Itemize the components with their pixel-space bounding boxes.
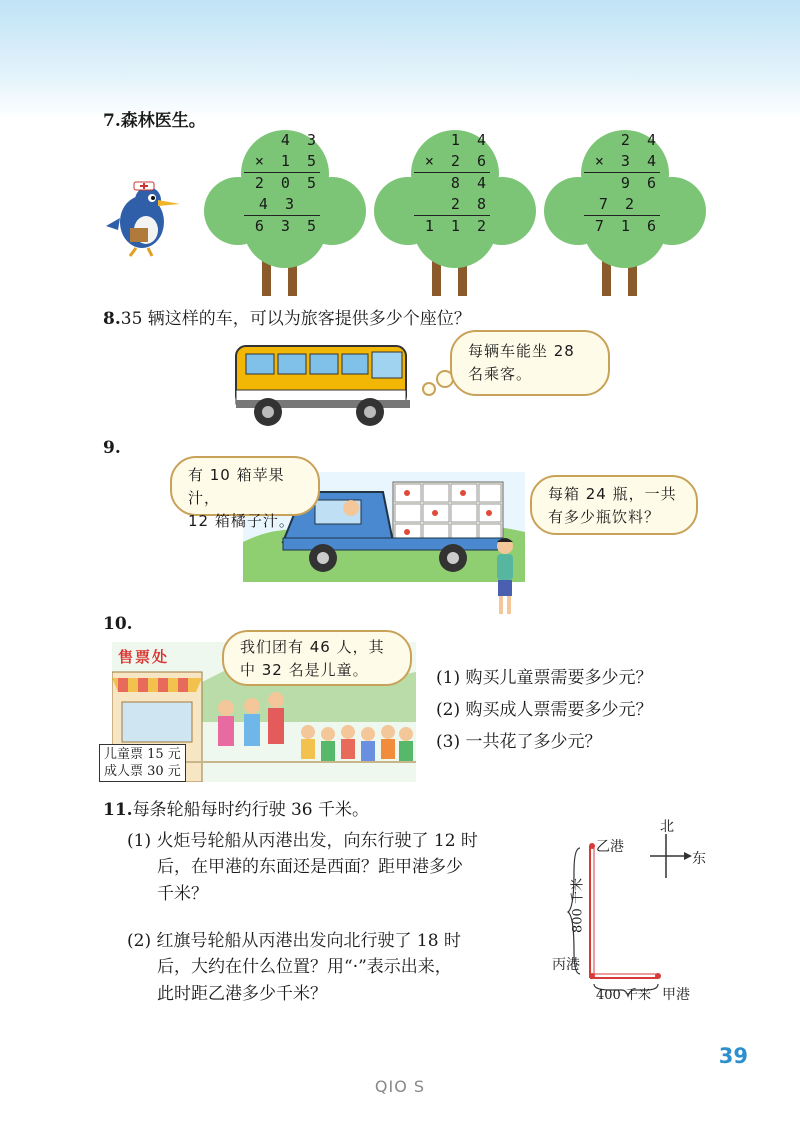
calc-1 <box>242 130 320 237</box>
q10-question-2: (2) 购买成人票需要多少元？ <box>436 700 653 720</box>
q9-right-speech-bubble <box>530 475 698 535</box>
calc-2-row-4: 2 8 <box>450 195 490 213</box>
q7-title: 森林医生。 <box>120 111 206 131</box>
calc-2-row-3: 8 4 <box>450 174 490 192</box>
calc-1-row-1: 4 3 <box>280 131 320 149</box>
q11-number: 11. <box>103 800 133 820</box>
thought-dot <box>422 382 436 396</box>
distance-horizontal-label: 400 千米 <box>596 988 651 1003</box>
calc-3-row-2: × 3 4 <box>594 152 660 170</box>
calc-2-row-2: × 2 6 <box>424 152 490 170</box>
port-bing-label: 丙港 <box>552 957 580 973</box>
boy-figure-illustration <box>490 536 520 620</box>
calc-1-row-3: 2 0 5 <box>254 174 320 192</box>
ticket-office-sign: 售票处 <box>118 648 170 666</box>
ticket-price-board <box>99 744 186 782</box>
bus-illustration <box>232 338 414 430</box>
port-bing-point <box>589 973 595 979</box>
calc-1-row-5: 6 3 5 <box>254 217 320 235</box>
q11-part1-line-3: 千米？ <box>157 883 208 904</box>
q8-bubble-line-2: 名乘客。 <box>468 365 533 383</box>
calc-tree-2 <box>370 126 540 301</box>
calc-1-row-4: 4 3 <box>258 195 298 213</box>
calc-3-row-1: 2 4 <box>620 131 660 149</box>
q10-speech-bubble <box>222 630 412 686</box>
calc-3-row-4: 7 2 <box>598 195 638 213</box>
q10-bubble-line-1: 我们团有 46 人，其 <box>240 638 385 656</box>
q9-number: 9. <box>103 438 121 458</box>
q11-part-2 <box>127 928 557 1007</box>
q11-intro: 每条轮船每时约行驶 36 千米。 <box>132 800 370 820</box>
compass-east-label: 东 <box>692 851 706 867</box>
q7-number: 7. <box>103 111 121 131</box>
calc-3-row-3: 9 6 <box>620 174 660 192</box>
q10-question-3: (3) 一共花了多少元？ <box>436 732 602 752</box>
q8-bubble-line-1: 每辆车能坐 28 <box>468 342 575 360</box>
q10-number: 10. <box>103 614 133 634</box>
q10-bubble-line-2: 中 32 名是儿童。 <box>240 661 369 679</box>
calc-2-row-5: 1 1 2 <box>424 217 490 235</box>
q8-heading <box>103 304 471 329</box>
page-number: 39 <box>718 1044 748 1068</box>
distance-vertical-label: 800 千米 <box>570 878 586 933</box>
header-band <box>0 0 800 120</box>
calc-2 <box>412 130 490 237</box>
ticket-adult-price: 成人票 30 元 <box>104 764 181 779</box>
q11-part2-line-2: 后，大约在什么位置？用“·”表示出来， <box>157 957 452 978</box>
calc-tree-3 <box>540 126 710 301</box>
port-jia-point <box>655 973 661 979</box>
q9-left-bubble-line-2: 12 箱橘子汁。 <box>188 512 295 530</box>
q10-heading <box>103 614 133 634</box>
q11-part1-line-2: 后，在甲港的东面还是西面？距甲港多少 <box>157 857 463 878</box>
q9-left-bubble-line-1: 有 10 箱苹果汁， <box>188 466 285 507</box>
q11-part2-line-3: 此时距乙港多少千米？ <box>157 983 327 1004</box>
q8-number: 8. <box>103 309 121 329</box>
q7-heading <box>103 106 206 131</box>
calc-3 <box>582 130 660 237</box>
q11-part2-line-1: (2) 红旗号轮船从丙港出发向北行驶了 18 时 <box>127 931 461 951</box>
q9-right-bubble-line-1: 每箱 24 瓶，一共 <box>548 485 677 503</box>
port-yi-label: 乙港 <box>596 839 624 855</box>
woodpecker-doctor-illustration <box>100 178 184 258</box>
q8-speech-bubble <box>450 330 610 396</box>
port-yi-point <box>589 843 595 849</box>
q9-left-speech-bubble <box>170 456 320 530</box>
q8-text: 35 辆这样的车，可以为旅客提供多少个座位？ <box>120 309 471 329</box>
port-jia-label: 甲港 <box>662 987 690 1003</box>
footer-watermark: QIO S <box>374 1077 426 1096</box>
calc-1-row-2: × 1 5 <box>254 152 320 170</box>
calc-2-row-1: 1 4 <box>450 131 490 149</box>
q9-heading <box>103 438 121 458</box>
calc-tree-1 <box>200 126 370 301</box>
q10-question-list <box>436 662 652 758</box>
q11-part-1 <box>127 828 557 907</box>
ticket-child-price: 儿童票 15 元 <box>104 747 181 762</box>
calc-3-row-5: 7 1 6 <box>594 217 660 235</box>
compass-icon <box>650 834 692 878</box>
q11-part1-line-1: (1) 火炬号轮船从丙港出发，向东行驶了 12 时 <box>127 831 478 851</box>
q10-question-1: (1) 购买儿童票需要多少元？ <box>436 668 653 688</box>
compass-north-label: 北 <box>660 819 674 835</box>
q11-heading <box>103 795 369 820</box>
q9-right-bubble-line-2: 有多少瓶饮料？ <box>548 508 661 526</box>
